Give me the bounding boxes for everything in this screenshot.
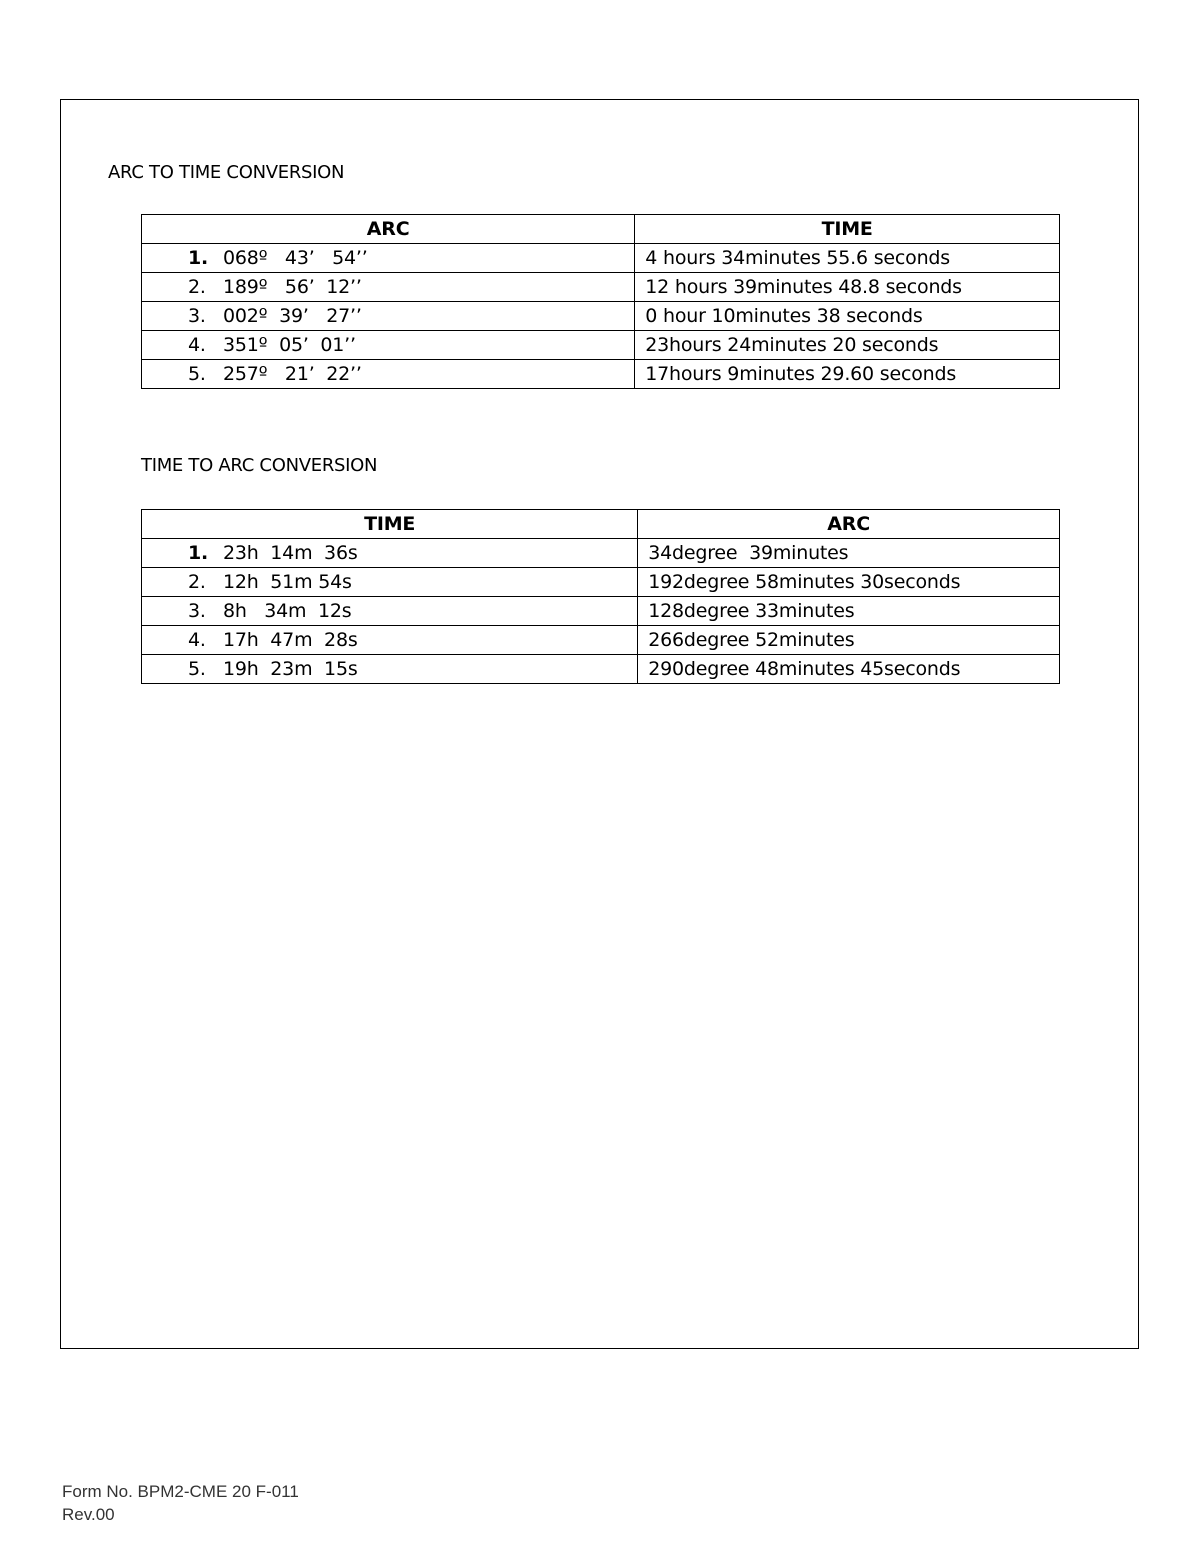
table-row <box>142 360 1060 389</box>
table-row <box>142 568 1060 597</box>
table-row <box>142 597 1060 626</box>
form-number: Form No. BPM2-CME 20 F-011 <box>62 1482 299 1501</box>
time-value: 12 hours 39minutes 48.8 seconds <box>645 276 962 298</box>
time-value: 4 hours 34minutes 55.6 seconds <box>645 247 950 269</box>
table-header-row <box>142 510 1060 539</box>
row-number: 1. <box>188 542 209 564</box>
arc-value: 002º 39’ 27’’ <box>223 305 362 327</box>
arc-value: 34degree 39minutes <box>648 542 849 564</box>
time-value: 23h 14m 36s <box>223 542 358 564</box>
time-value: 12h 51m 54s <box>223 571 352 593</box>
row-number: 5. <box>188 658 206 680</box>
arc-value: 128degree 33minutes <box>648 600 855 622</box>
table-row <box>142 273 1060 302</box>
row-number: 1. <box>188 247 209 269</box>
arc-value: 290degree 48minutes 45seconds <box>648 658 961 680</box>
column-header-arc: ARC <box>142 215 635 244</box>
row-number: 2. <box>188 276 206 298</box>
table-row <box>142 331 1060 360</box>
table-row <box>142 626 1060 655</box>
table-header-row <box>142 215 1060 244</box>
table-row <box>142 244 1060 273</box>
time-value: 0 hour 10minutes 38 seconds <box>645 305 923 327</box>
column-header-time: TIME <box>142 510 638 539</box>
time-value: 8h 34m 12s <box>223 600 352 622</box>
arc-value: 257º 21’ 22’’ <box>223 363 362 385</box>
row-number: 2. <box>188 571 206 593</box>
arc-to-time-table <box>141 214 1060 389</box>
revision-label: Rev.00 <box>62 1505 115 1524</box>
column-header-arc: ARC <box>638 510 1060 539</box>
time-value: 23hours 24minutes 20 seconds <box>645 334 939 356</box>
time-value: 17h 47m 28s <box>223 629 358 651</box>
row-number: 3. <box>188 305 206 327</box>
time-value: 19h 23m 15s <box>223 658 358 680</box>
table-row <box>142 302 1060 331</box>
row-number: 4. <box>188 334 206 356</box>
table-row <box>142 539 1060 568</box>
arc-value: 068º 43’ 54’’ <box>223 247 368 269</box>
time-to-arc-table <box>141 509 1060 684</box>
column-header-time: TIME <box>635 215 1060 244</box>
arc-value: 351º 05’ 01’’ <box>223 334 356 356</box>
arc-value: 266degree 52minutes <box>648 629 855 651</box>
time-to-arc-heading: TIME TO ARC CONVERSION <box>141 455 378 476</box>
arc-value: 189º 56’ 12’’ <box>223 276 362 298</box>
row-number: 3. <box>188 600 206 622</box>
row-number: 5. <box>188 363 206 385</box>
time-value: 17hours 9minutes 29.60 seconds <box>645 363 957 385</box>
row-number: 4. <box>188 629 206 651</box>
arc-to-time-heading: ARC TO TIME CONVERSION <box>108 162 345 183</box>
arc-value: 192degree 58minutes 30seconds <box>648 571 961 593</box>
table-row <box>142 655 1060 684</box>
